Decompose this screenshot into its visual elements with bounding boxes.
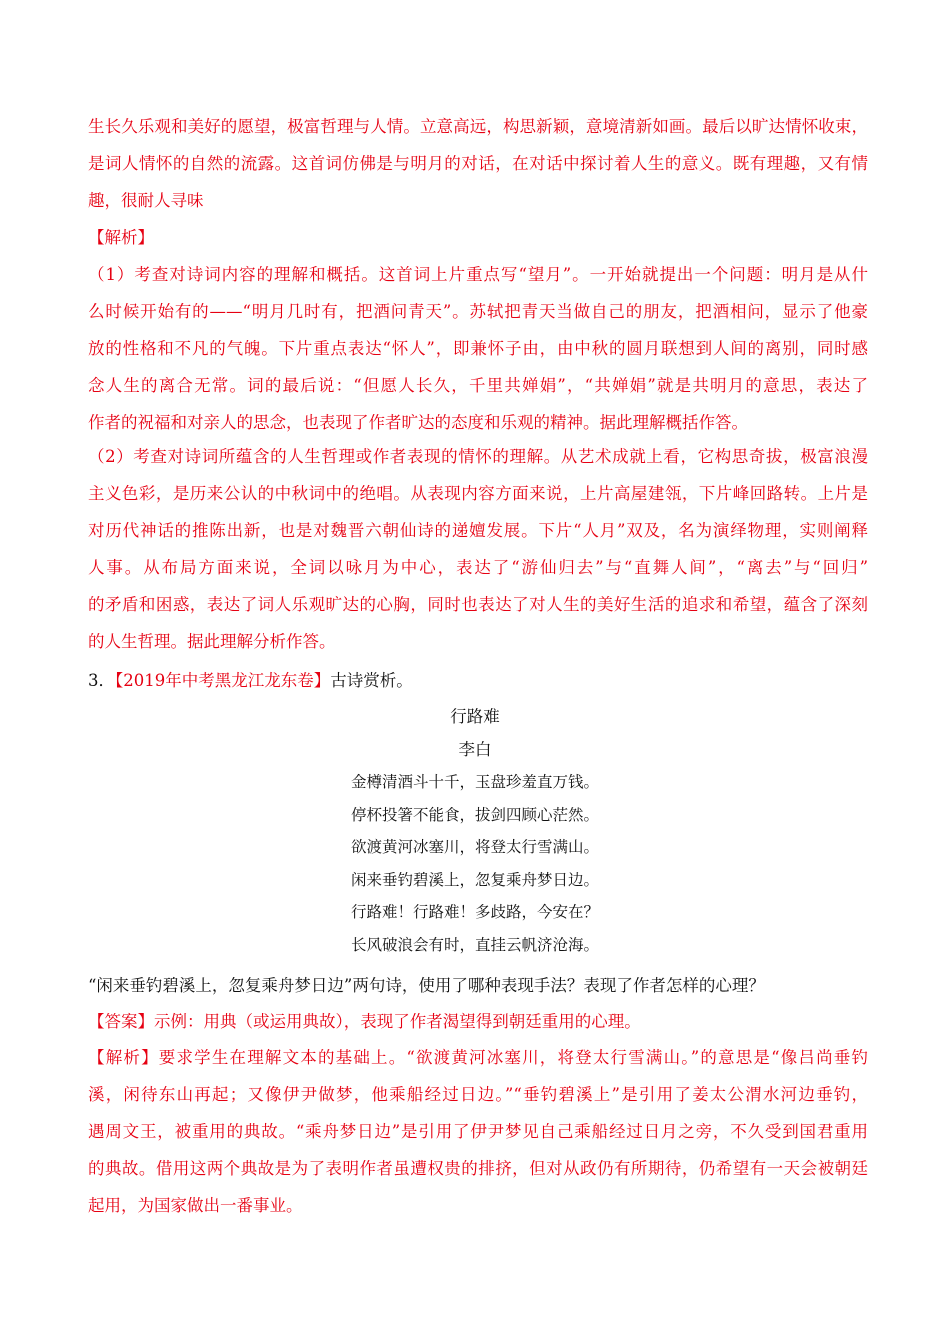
text-line: 的矛盾和困惑，表达了词人乐观旷达的心胸，同时也表达了对人生的美好生活的追求和希望，蕴含了深刻 — [88, 595, 868, 614]
text-line: 的典故。借用这两个典故是为了表明作者虽遭权贵的排挤，但对从政仍有所期待，仍希望有一天会被朝廷 — [88, 1159, 868, 1178]
text-line: 作者的祝福和对亲人的思念，也表现了作者旷达的态度和乐观的精神。据此理解概括作答。 — [88, 413, 748, 432]
text-line: （2）考查对诗词所蕴含的人生哲理或作者表现的情怀的理解。从艺术成就上看，它构思奇拔，极富浪漫 — [88, 447, 868, 466]
poem-line: 停杯投箸不能食，拔剑四顾心茫然。 — [350, 805, 599, 824]
question-source: 【2019年中考黑龙江龙东卷】 — [115, 671, 331, 690]
analysis-label: 【解析】 — [88, 228, 154, 247]
text-line: 起用，为国家做出一番事业。 — [88, 1196, 303, 1215]
text-line: 念人生的离合无常。词的最后说：“但愿人长久，千里共婵娟”，“共婵娟”就是共明月的意思，表达了 — [88, 376, 868, 395]
question-text: “闲来垂钓碧溪上，忽复乘舟梦日边”两句诗，使用了哪种表现手法？表现了作者怎样的心理？ — [88, 976, 765, 995]
text-line: 的人生哲理。据此理解分析作答。 — [88, 632, 336, 651]
poem-line: 行路难！行路难！多歧路，今安在？ — [350, 903, 599, 921]
poem-line: 金樽清酒斗十千，玉盘珍羞直万钱。 — [350, 773, 599, 791]
analysis-part-3 — [88, 1039, 868, 1224]
text-line: 【解析】要求学生在理解文本的基础上。“欲渡黄河冰塞川，将登太行雪满山。”的意思是“像吕尚垂钓 — [88, 1048, 868, 1067]
text-line: 是词人情怀的自然的流露。这首词仿佛是与明月的对话，在对话中探讨着人生的意义。既有理趣，又有情 — [88, 154, 868, 173]
poem-body — [0, 766, 950, 961]
poem-title: 行路难 — [450, 707, 500, 726]
text-line: 人事。从布局方面来说，全词以咏月为中心，表达了“游仙归去”与“直舞人间”，“离去”与“回归” — [88, 558, 868, 577]
answer-label: 【答案】 — [88, 1012, 154, 1031]
answer-line — [88, 1003, 641, 1040]
poem-author: 李白 — [458, 740, 492, 759]
text-line: （1）考查对诗词内容的理解和概括。这首词上片重点写“望月”。一开始就提出一个问题：明月是从什 — [88, 265, 868, 284]
answer-text: 示例：用典（或运用典故），表现了作者渴望得到朝廷重用的心理。 — [154, 1012, 641, 1031]
poem-line: 长风破浪会有时，直挂云帆济沧海。 — [350, 935, 599, 954]
text-line: 对历代神话的推陈出新，也是对魏晋六朝仙诗的递嬗发展。下片“人月”双及，名为演绎物理，实则阐释 — [88, 521, 868, 540]
analysis-part-1 — [88, 256, 868, 441]
text-line: 遇周文王，被重用的典故。“乘舟梦日边”是引用了伊尹梦见自己乘船经过日月之旁，不久受到国君重用 — [88, 1122, 868, 1141]
text-line: 放的性格和不凡的气魄。下片重点表达“怀人”，即兼怀子由，由中秋的圆月联想到人间的离别，同时感 — [88, 339, 868, 358]
question-prompt: 古诗赏析。 — [330, 671, 413, 690]
poem-line: 欲渡黄河冰塞川，将登太行雪满山。 — [350, 838, 599, 856]
text-line: 趣，很耐人寻味 — [88, 191, 204, 210]
text-line: 生长久乐观和美好的愿望，极富哲理与人情。立意高远，构思新颖，意境清新如画。最后以旷达情怀收束， — [88, 117, 868, 136]
text-line: 么时候开始有的——“明月几时有，把酒问青天”。苏轼把青天当做自己的朋友，把酒相问，显示了他豪 — [88, 302, 868, 321]
analysis-label: 【解析】 — [88, 1048, 159, 1067]
analysis-part-2 — [88, 438, 868, 660]
intro-paragraph — [88, 108, 868, 219]
text-line: 溪，闲待东山再起；又像伊尹做梦，他乘船经过日边。”“垂钓碧溪上”是引用了姜太公渭水河边垂钓， — [88, 1085, 868, 1104]
question-header — [88, 662, 413, 699]
poem-line: 闲来垂钓碧溪上，忽复乘舟梦日边。 — [350, 870, 599, 889]
question-number: 3． — [88, 671, 115, 690]
text-line: 主义色彩，是历来公认的中秋词中的绝唱。从表现内容方面来说，上片高屋建瓴，下片峰回路转。上片是 — [88, 484, 868, 503]
